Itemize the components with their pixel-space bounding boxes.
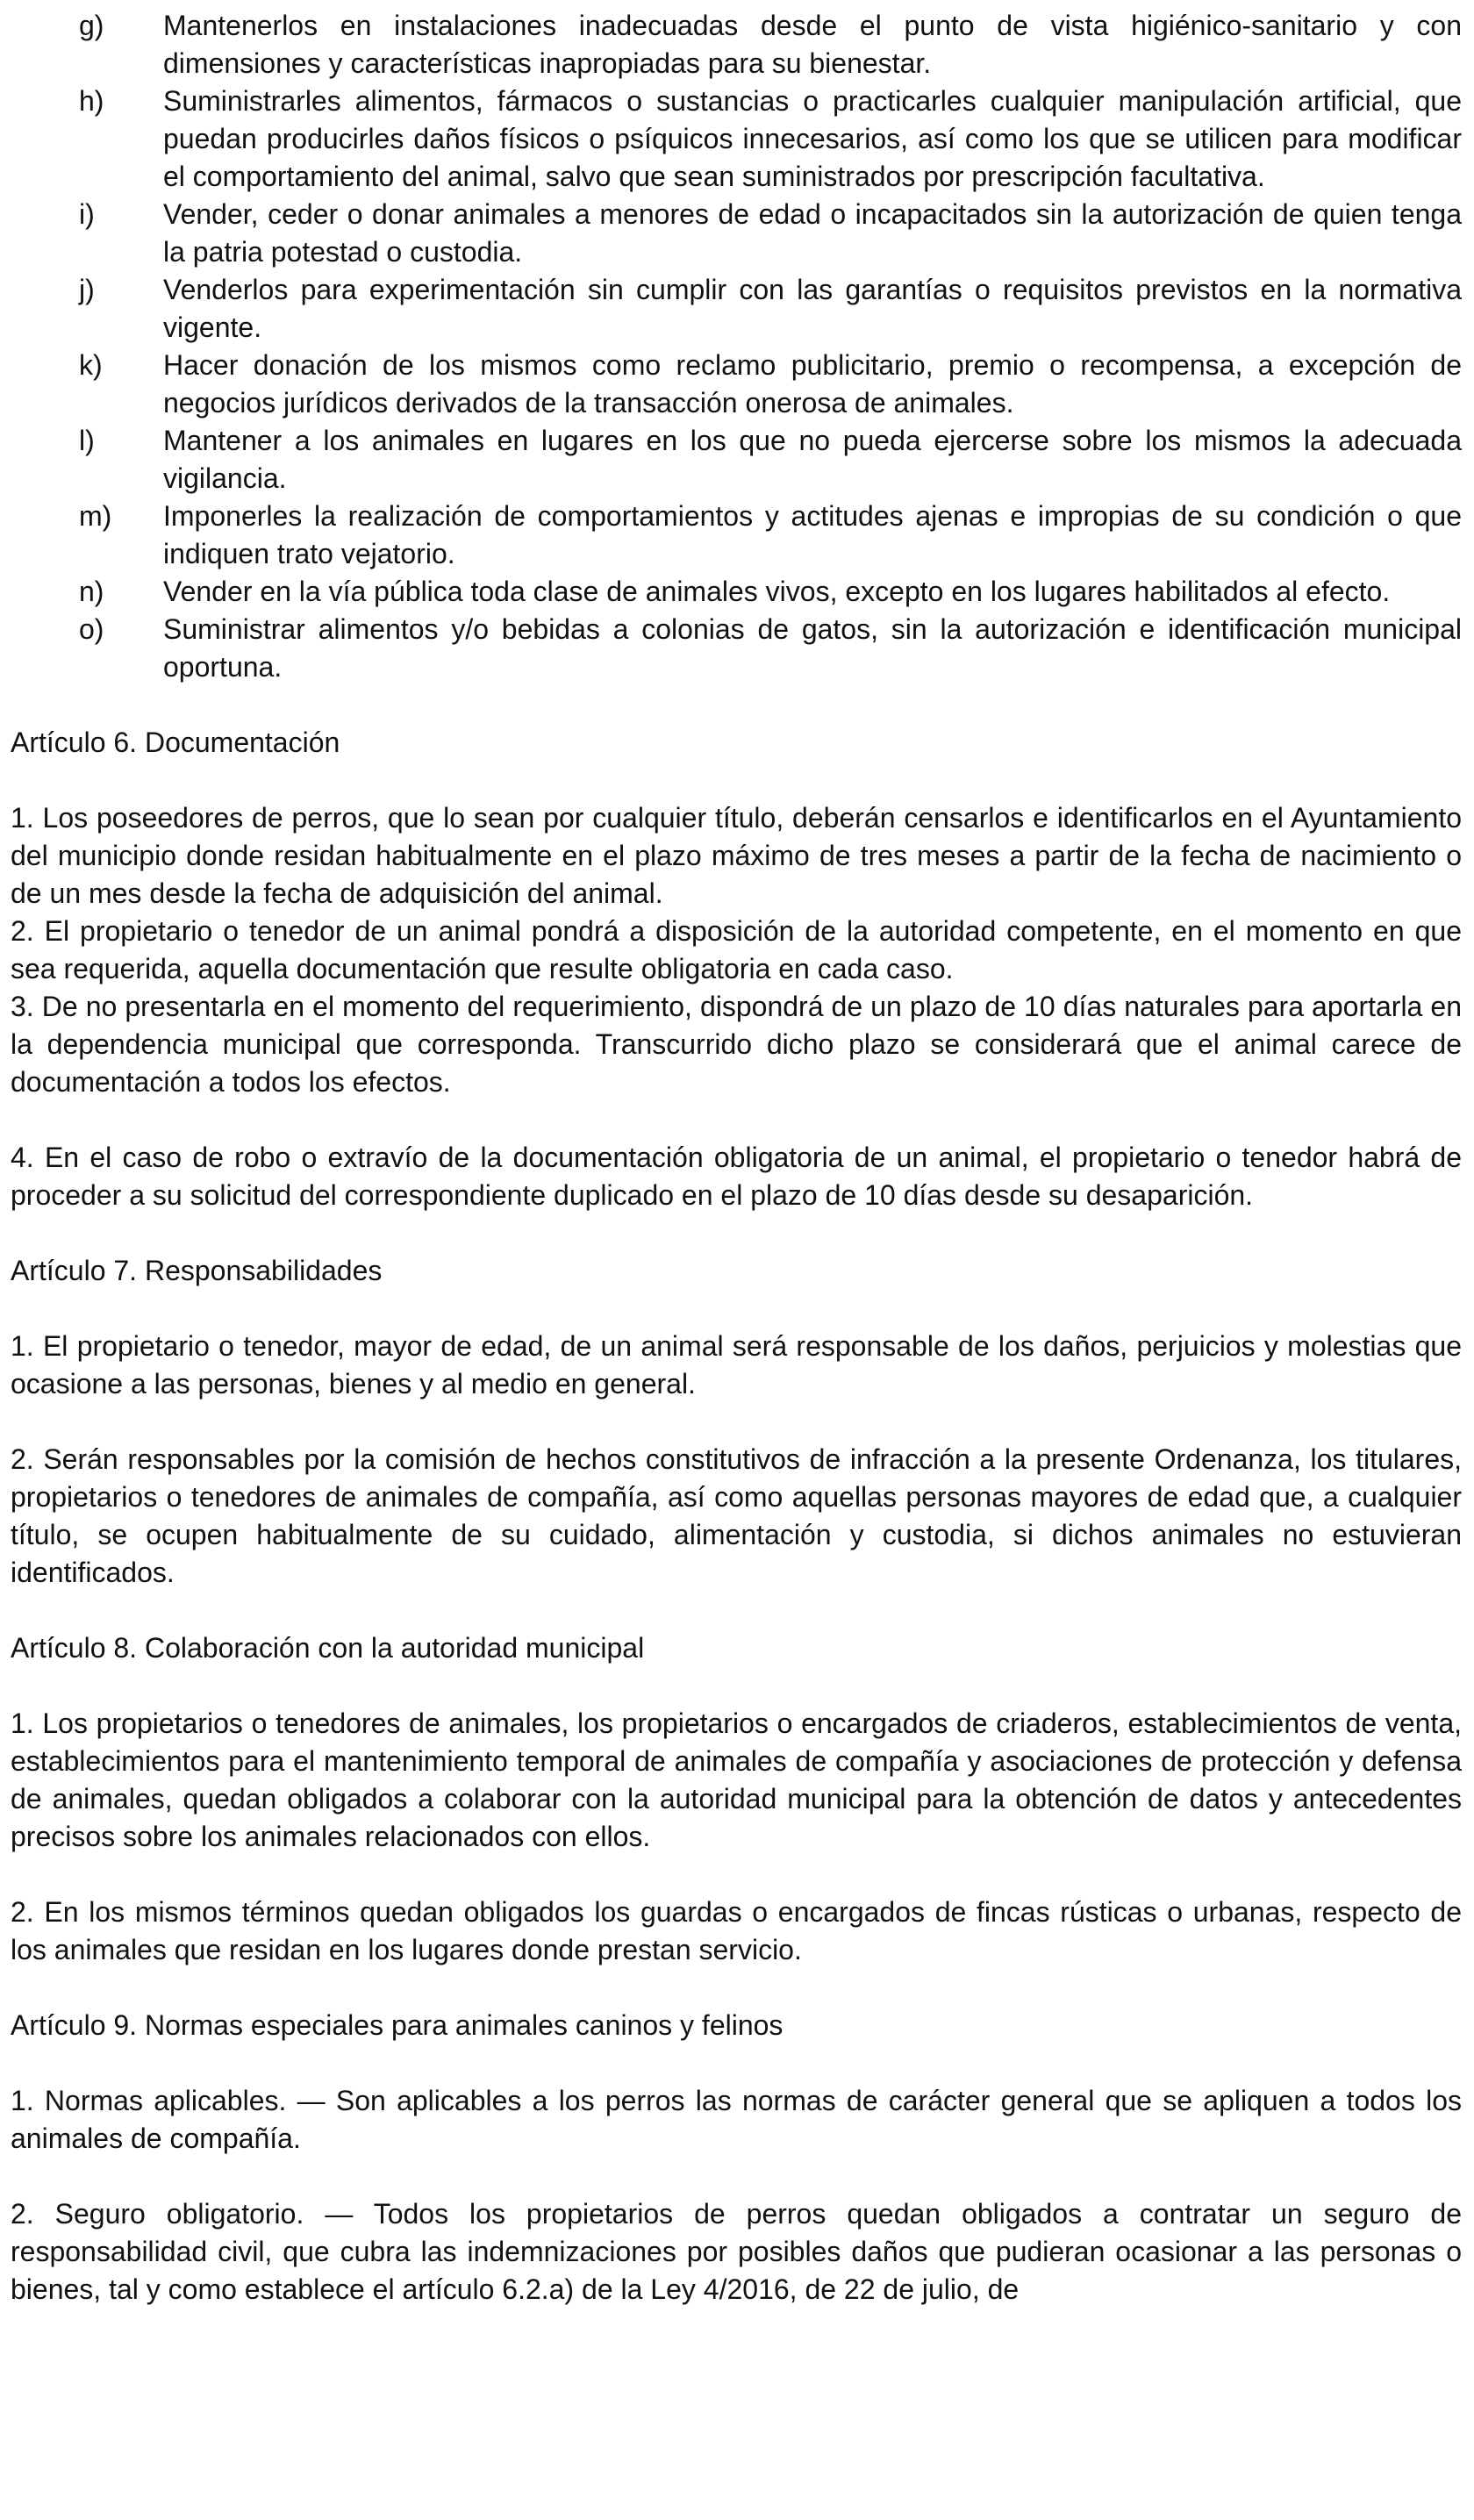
list-item-text: Venderlos para experimentación sin cumplir con las garantías o requisitos previstos en la normativa vigente. bbox=[163, 274, 1462, 343]
list-item bbox=[79, 498, 1462, 573]
article-6-heading: Artículo 6. Documentación bbox=[11, 727, 340, 758]
list-item-text: Mantener a los animales en lugares en los que no pueda ejercerse sobre los mismos la adecuada vigilancia. bbox=[163, 425, 1462, 494]
document-page bbox=[11, 7, 1462, 2309]
list-item-text: Mantenerlos en instalaciones inadecuadas desde el punto de vista higiénico-sanitario y con dimensiones y características inapropiadas para su bienestar. bbox=[163, 10, 1462, 79]
list-item bbox=[79, 611, 1462, 686]
article-7-paragraph-1: 1. El propietario o tenedor, mayor de edad, de un animal será responsable de los daños, perjuicios y molestias que ocasione a las personas, bienes y al medio en general. bbox=[11, 1330, 1462, 1400]
article-6-paragraph-4: 4. En el caso de robo o extravío de la documentación obligatoria de un animal, el propietario o tenedor habrá de proceder a su solicitud del correspondiente duplicado en el plazo de 10 días desde su desaparición. bbox=[11, 1142, 1462, 1211]
list-item bbox=[79, 573, 1462, 611]
article-6-paragraph-3: 3. De no presentarla en el momento del requerimiento, dispondrá de un plazo de 10 días naturales para aportarla en la dependencia municipal que corresponda. Transcurrido dicho plazo se considerará que el animal carece de documentación a todos los efectos. bbox=[11, 991, 1462, 1098]
list-marker: n) bbox=[79, 576, 104, 607]
list-item bbox=[79, 82, 1462, 196]
list-item-text: Imponerles la realización de comportamientos y actitudes ajenas e impropias de su condición o que indiquen trato vejatorio. bbox=[163, 500, 1462, 569]
article-7-heading: Artículo 7. Responsabilidades bbox=[11, 1255, 383, 1286]
prohibitions-list bbox=[11, 7, 1462, 686]
list-item-text: Suministrar alimentos y/o bebidas a colonias de gatos, sin la autorización e identificación municipal oportuna. bbox=[163, 613, 1462, 683]
article-6-paragraph-1: 1. Los poseedores de perros, que lo sean por cualquier título, deberán censarlos e identificarlos en el Ayuntamiento del municipio donde residan habitualmente en el plazo máximo de tres meses a partir de la fecha de nacimiento o de un mes desde la fecha de adquisición del animal. bbox=[11, 802, 1462, 909]
list-marker: m) bbox=[79, 500, 112, 532]
article-8-heading: Artículo 8. Colaboración con la autoridad municipal bbox=[11, 1632, 645, 1664]
list-item bbox=[79, 422, 1462, 498]
list-item-text: Suministrarles alimentos, fármacos o sustancias o practicarles cualquier manipulación artificial, que puedan producirles daños físicos o psíquicos innecesarios, así como los que se utilicen para modificar el comportamiento del animal, salvo que sean suministrados por prescripción facultativa. bbox=[163, 85, 1462, 192]
list-item bbox=[79, 7, 1462, 82]
article-9-heading: Artículo 9. Normas especiales para animales caninos y felinos bbox=[11, 2009, 784, 2041]
article-8-paragraph-1: 1. Los propietarios o tenedores de animales, los propietarios o encargados de criaderos, establecimientos de venta, establecimientos para el mantenimiento temporal de animales de compañía y asociaciones de protección y defensa de animales, quedan obligados a colaborar con la autoridad municipal para la obtención de datos y antecedentes precisos sobre los animales relacionados con ellos. bbox=[11, 1707, 1462, 1852]
article-7-paragraph-2: 2. Serán responsables por la comisión de hechos constitutivos de infracción a la presente Ordenanza, los titulares, propietarios o tenedores de animales de compañía, así como aquellas personas mayores de edad que, a cualquier título, se ocupen habitualmente de su cuidado, alimentación y custodia, si dichos animales no estuvieran identificados. bbox=[11, 1443, 1462, 1588]
article-8-paragraph-2: 2. En los mismos términos quedan obligados los guardas o encargados de fincas rústicas o urbanas, respecto de los animales que residan en los lugares donde prestan servicio. bbox=[11, 1896, 1462, 1965]
list-item bbox=[79, 271, 1462, 347]
list-marker: h) bbox=[79, 85, 104, 117]
article-6-paragraph-2: 2. El propietario o tenedor de un animal pondrá a disposición de la autoridad competente, en el momento en que sea requerida, aquella documentación que resulte obligatoria en cada caso. bbox=[11, 915, 1462, 984]
list-item-text: Vender en la vía pública toda clase de animales vivos, excepto en los lugares habilitados al efecto. bbox=[163, 576, 1391, 607]
list-item-text: Hacer donación de los mismos como reclamo publicitario, premio o recompensa, a excepción de negocios jurídicos derivados de la transacción onerosa de animales. bbox=[163, 349, 1462, 419]
list-marker: j) bbox=[79, 274, 95, 305]
list-item bbox=[79, 196, 1462, 271]
list-marker: g) bbox=[79, 10, 104, 41]
list-item-text: Vender, ceder o donar animales a menores de edad o incapacitados sin la autorización de quien tenga la patria potestad o custodia. bbox=[163, 198, 1462, 268]
list-marker: l) bbox=[79, 425, 95, 456]
article-9-paragraph-2: 2. Seguro obligatorio. — Todos los propietarios de perros quedan obligados a contratar un seguro de responsabilidad civil, que cubra las indemnizaciones por posibles daños que pudieran ocasionar a las personas o bienes, tal y como establece el artículo 6.2.a) de la Ley 4/2016, de 22 de julio, de bbox=[11, 2198, 1462, 2305]
list-item bbox=[79, 347, 1462, 422]
list-marker: k) bbox=[79, 349, 103, 381]
list-marker: o) bbox=[79, 613, 104, 645]
article-9-paragraph-1: 1. Normas aplicables. — Son aplicables a los perros las normas de carácter general que se apliquen a todos los animales de compañía. bbox=[11, 2085, 1462, 2154]
list-marker: i) bbox=[79, 198, 95, 230]
